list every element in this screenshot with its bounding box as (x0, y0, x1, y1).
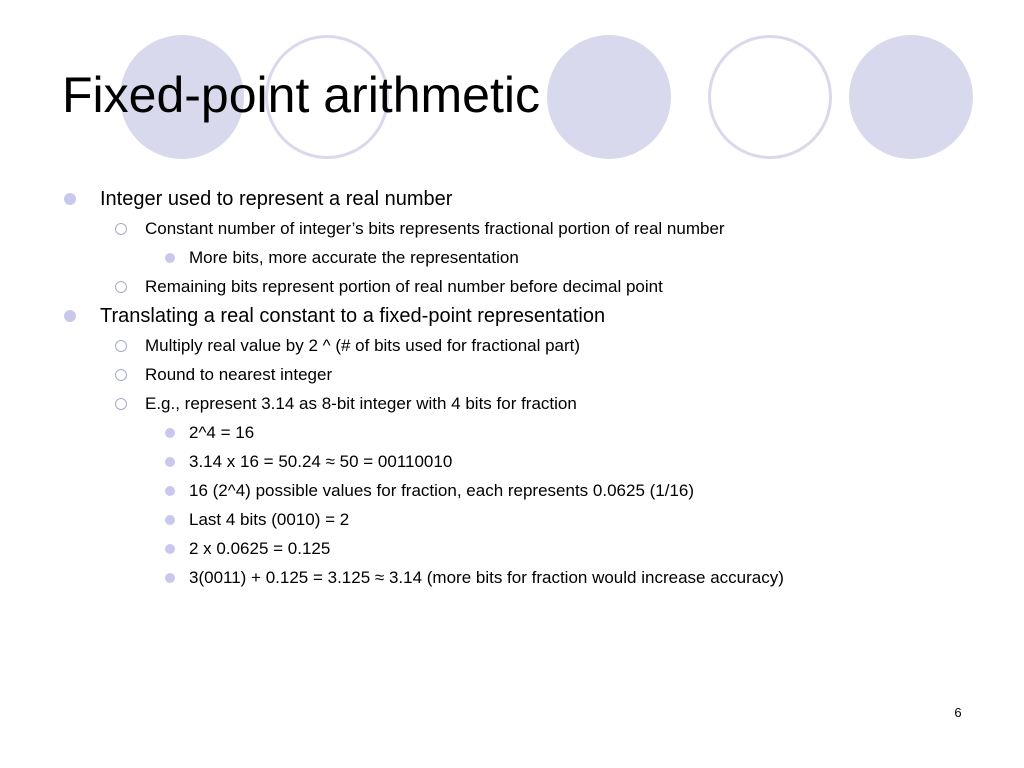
sub-sub-bullet-item (0, 418, 1024, 447)
bullet-disc-icon (165, 457, 175, 467)
bullet-text: 16 (2^4) possible values for fraction, each represents 0.0625 (1/16) (189, 481, 695, 500)
sub-sub-bullet-item (0, 505, 1024, 534)
decorative-circle-outline (708, 35, 832, 159)
bullet-text: 3.14 x 16 = 50.24 ≈ 50 = 00110010 (189, 452, 453, 471)
sub-bullet-item (0, 389, 1024, 418)
bullet-disc-icon (165, 428, 175, 438)
decorative-circle-filled (547, 35, 671, 159)
bullet-ring-icon (115, 398, 127, 410)
bullet-item (0, 301, 1024, 331)
bullet-ring-icon (115, 340, 127, 352)
bullet-text: 3(0011) + 0.125 = 3.125 ≈ 3.14 (more bits for fraction would increase accuracy) (189, 568, 784, 587)
bullet-disc-icon (64, 193, 76, 205)
bullet-disc-icon (165, 544, 175, 554)
bullet-disc-icon (64, 310, 76, 322)
sub-bullet-item (0, 214, 1024, 243)
sub-sub-bullet-item (0, 563, 1024, 592)
bullet-disc-icon (165, 253, 175, 263)
bullet-list (0, 184, 1024, 592)
bullet-text: E.g., represent 3.14 as 8-bit integer with 4 bits for fraction (145, 394, 577, 413)
sub-sub-bullet-item (0, 243, 1024, 272)
sub-bullet-item (0, 331, 1024, 360)
bullet-text: Last 4 bits (0010) = 2 (189, 510, 350, 529)
bullet-text: 2 x 0.0625 = 0.125 (189, 539, 331, 558)
page-number: 6 (954, 705, 962, 720)
bullet-disc-icon (165, 573, 175, 583)
bullet-text: Multiply real value by 2 ^ (# of bits used for fractional part) (145, 336, 581, 355)
bullet-ring-icon (115, 281, 127, 293)
bullet-text: 2^4 = 16 (189, 423, 255, 442)
bullet-text: Translating a real constant to a fixed-point representation (100, 305, 606, 327)
bullet-ring-icon (115, 223, 127, 235)
sub-bullet-item (0, 360, 1024, 389)
bullet-ring-icon (115, 369, 127, 381)
bullet-item (0, 184, 1024, 214)
bullet-text: Round to nearest integer (145, 365, 333, 384)
bullet-text: More bits, more accurate the representation (189, 248, 519, 267)
bullet-text: Remaining bits represent portion of real number before decimal point (145, 277, 663, 296)
bullet-text: Integer used to represent a real number (100, 188, 453, 210)
sub-sub-bullet-item (0, 534, 1024, 563)
decorative-circle-filled (849, 35, 973, 159)
bullet-disc-icon (165, 515, 175, 525)
slide-title: Fixed-point arithmetic (62, 67, 540, 123)
sub-sub-bullet-item (0, 476, 1024, 505)
bullet-disc-icon (165, 486, 175, 496)
sub-sub-bullet-item (0, 447, 1024, 476)
bullet-text: Constant number of integer’s bits represents fractional portion of real number (145, 219, 725, 238)
sub-bullet-item (0, 272, 1024, 301)
